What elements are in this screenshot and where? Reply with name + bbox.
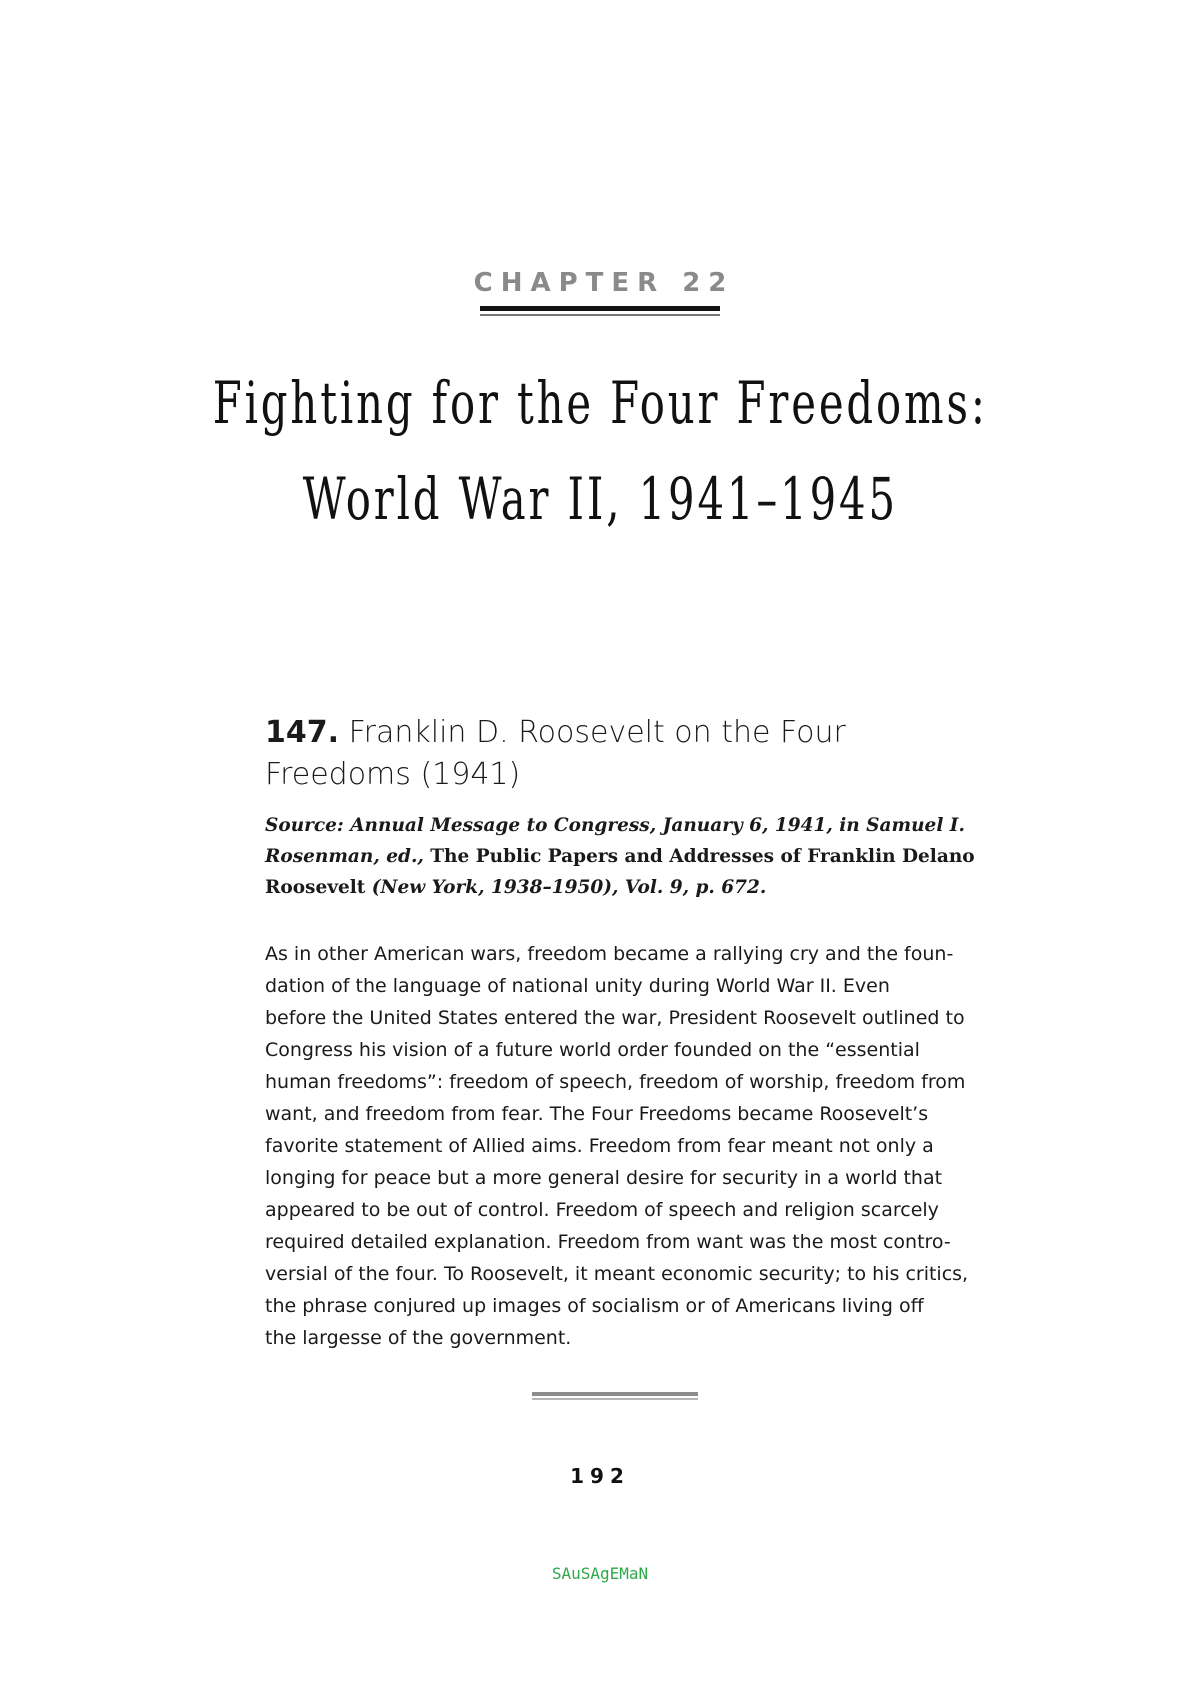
chapter-label: CHAPTER 22 — [473, 268, 735, 298]
source-book-title: The Public Papers and Addresses of Franklin Delano Roosevelt — [265, 846, 975, 898]
body-line: appeared to be out of control. Freedom of speech and religion scarcely — [265, 1199, 939, 1221]
chapter-underline-thick — [480, 306, 720, 311]
chapter-title-line-1: Fighting for the Four Freedoms: — [212, 369, 988, 437]
document-heading — [265, 712, 965, 796]
chapter-underline — [480, 306, 720, 316]
section-end-rule-top — [532, 1392, 698, 1396]
document-heading-line-1: Franklin D. Roosevelt on the Four — [348, 715, 846, 750]
section-end-rule — [532, 1392, 698, 1400]
body-line: want, and freedom from fear. The Four Freedoms became Roosevelt’s — [265, 1103, 929, 1125]
chapter-header — [0, 268, 1200, 316]
body-line: As in other American wars, freedom became a rallying cry and the foun- — [265, 943, 954, 965]
source-suffix: (New York, 1938–1950), Vol. 9, p. 672. — [365, 877, 767, 898]
body-line: Congress his vision of a future world order founded on the “essential — [265, 1039, 920, 1061]
body-line: required detailed explanation. Freedom from want was the most contro- — [265, 1231, 951, 1253]
body-line: the phrase conjured up images of socialism or of Americans living off — [265, 1295, 924, 1317]
document-heading-line-2: Freedoms (1941) — [265, 757, 521, 792]
document-number: 147. — [265, 715, 340, 750]
source-citation — [265, 810, 985, 903]
chapter-title — [0, 355, 1200, 547]
chapter-title-line-2: World War II, 1941–1945 — [302, 465, 898, 533]
body-line: before the United States entered the war, President Roosevelt outlined to — [265, 1007, 965, 1029]
body-line: favorite statement of Allied aims. Freedom from fear meant not only a — [265, 1135, 934, 1157]
source-prefix: Source: Annual Message to Congress, January 6, 1941, in Samuel I. Rosenman, ed., — [265, 815, 965, 867]
section-end-rule-bottom — [532, 1398, 698, 1400]
body-line: longing for peace but a more general desire for security in a world that — [265, 1167, 943, 1189]
watermark: SAuSAgEMaN — [551, 1564, 649, 1583]
body-line: versial of the four. To Roosevelt, it meant economic security; to his critics, — [265, 1263, 969, 1285]
introduction-paragraph — [265, 938, 969, 1354]
page-number: 192 — [570, 1464, 630, 1488]
body-line: the largesse of the government. — [265, 1327, 572, 1349]
body-line: dation of the language of national unity during World War II. Even — [265, 975, 890, 997]
body-line: human freedoms”: freedom of speech, freedom of worship, freedom from — [265, 1071, 966, 1093]
chapter-underline-thin — [480, 314, 720, 316]
